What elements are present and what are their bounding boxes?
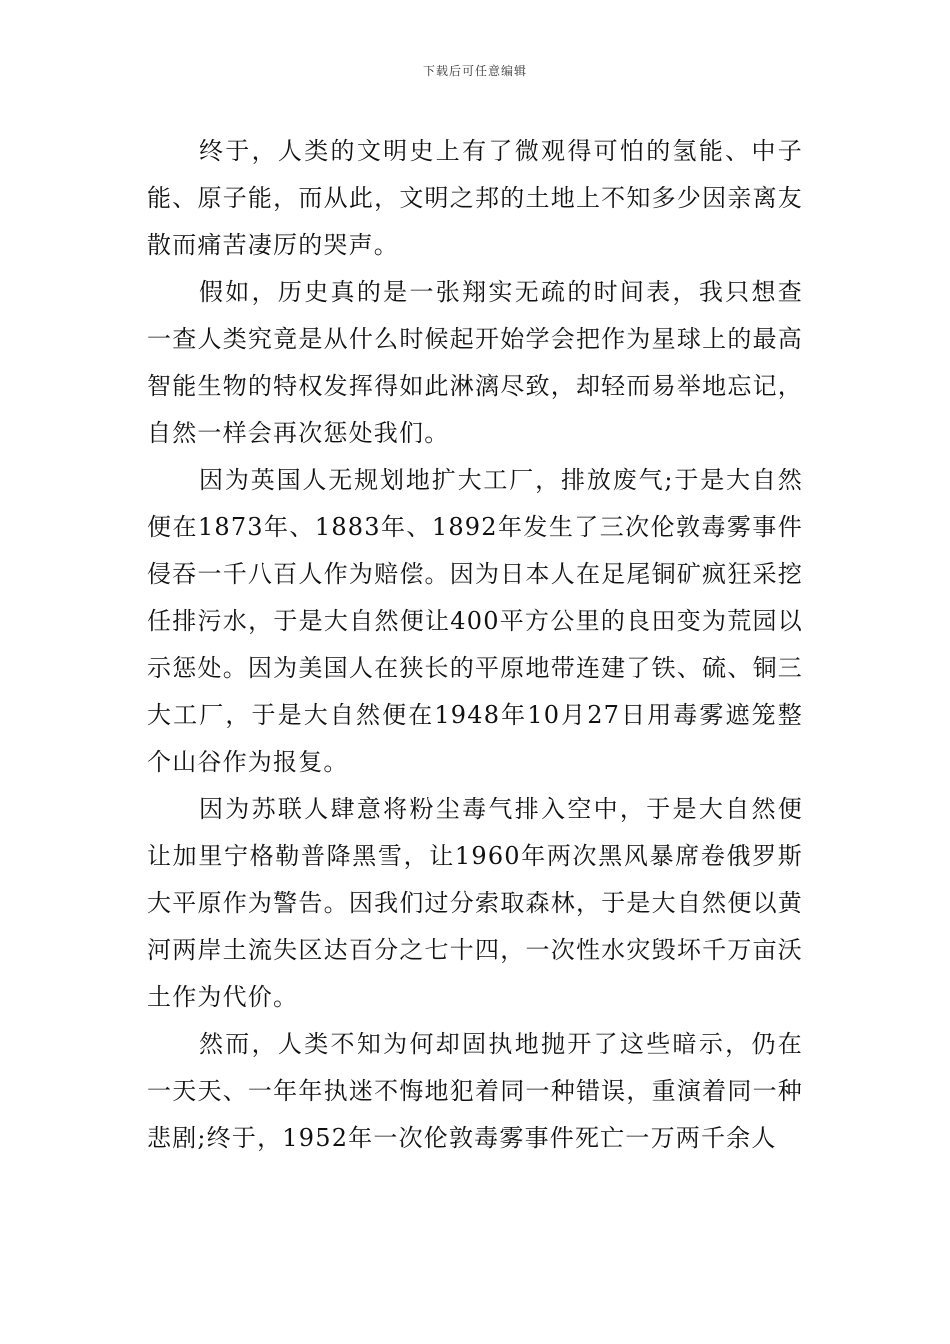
paragraph: 因为英国人无规划地扩大工厂，排放废气;于是大自然便在1873年、1883年、1892年发生了三次伦敦毒雾事件侵吞一千八百人作为赔偿。因为日本人在足尾铜矿疯狂采挖任排污水，于是大自然便让400平方公里的良田变为荒园以示惩处。因为美国人在狭长的平原地带连建了铁、硫、铜三大工厂，于是大自然便在1948年10月27日用毒雾遮笼整个山谷作为报复。 [147,466,803,776]
paragraph: 然而，人类不知为何却固执地抛开了这些暗示，仍在一天天、一年年执迷不悔地犯着同一种错误，重演着同一种悲剧;终于，1952年一次伦敦毒雾事件死亡一万两千余人 [147,1030,803,1152]
document-body [147,128,803,1162]
paragraph: 因为苏联人肆意将粉尘毒气排入空中，于是大自然便让加里宁格勒普降黑雪，让1960年两次黑风暴席卷俄罗斯大平原作为警告。因我们过分索取森林，于是大自然便以黄河两岸土流失区达百分之七十四，一次性水灾毁坏千万亩沃土作为代价。 [147,795,803,1011]
header-note: 下载后可任意编辑 [422,64,527,78]
paragraph: 终于，人类的文明史上有了微观得可怕的氢能、中子能、原子能，而从此，文明之邦的土地上不知多少因亲离友散而痛苦凄厉的哭声。 [147,137,803,259]
paragraph: 假如，历史真的是一张翔实无疏的时间表，我只想查一查人类究竟是从什么时候起开始学会把作为星球上的最高智能生物的特权发挥得如此淋漓尽致，却轻而易举地忘记，自然一样会再次惩处我们。 [147,278,803,447]
